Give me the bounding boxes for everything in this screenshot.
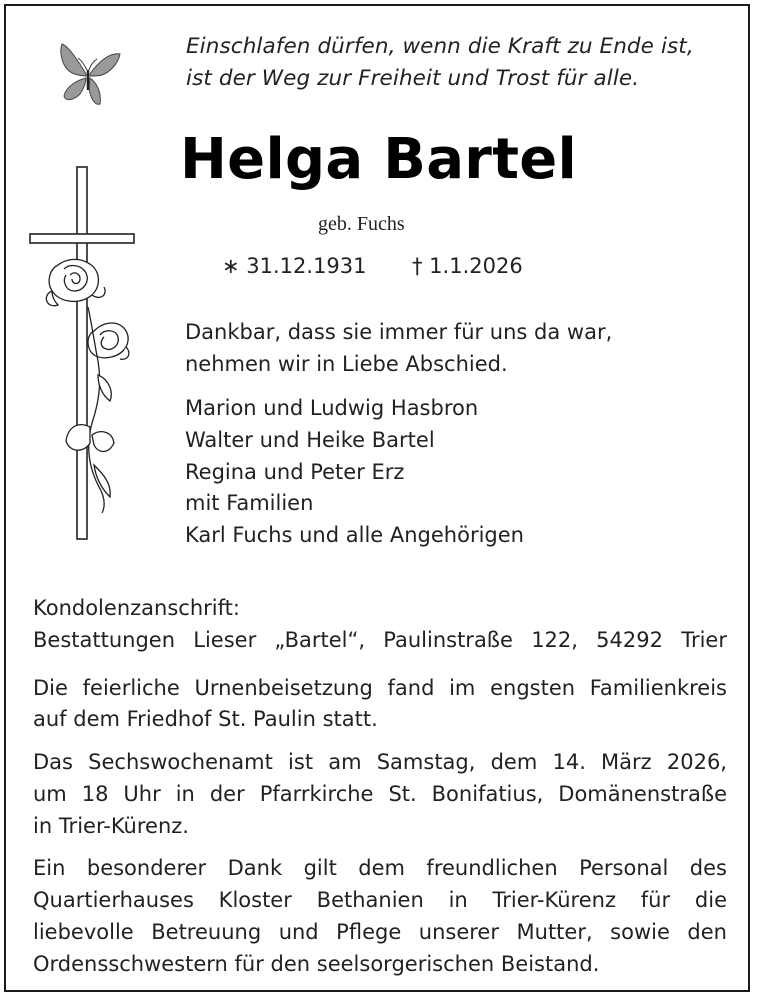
- mourner-line: Walter und Heike Bartel: [185, 428, 435, 452]
- burial-line: Die feierliche Urnenbeisetzung fand im engsten Familienkreis: [33, 676, 727, 700]
- mourner-line: mit Familien: [185, 491, 314, 515]
- gratitude-line: liebevolle Betreuung und Pflege unserer Mutter, sowie den: [33, 920, 727, 944]
- deceased-name: Helga Bartel: [180, 127, 578, 192]
- death-date: † 1.1.2026: [412, 254, 523, 278]
- birth-date: ∗ 31.12.1931: [222, 254, 367, 278]
- verse-line: Einschlafen dürfen, wenn die Kraft zu Ende ist,: [186, 34, 694, 59]
- cross-with-roses-icon: [28, 165, 138, 545]
- thanks-line: nehmen wir in Liebe Abschied.: [185, 352, 508, 376]
- verse-line: ist der Weg zur Freiheit und Trost für alle.: [186, 66, 640, 91]
- mourner-line: Regina und Peter Erz: [185, 460, 405, 484]
- mass-line: Das Sechswochenamt ist am Samstag, dem 14. März 2026,: [33, 750, 727, 774]
- mass-line: um 18 Uhr in der Pfarrkirche St. Bonifatius, Domänenstraße: [33, 782, 727, 806]
- birth-name: geb. Fuchs: [318, 213, 405, 235]
- mass-line: in Trier-Kürenz.: [33, 814, 189, 838]
- mourner-line: Marion und Ludwig Hasbron: [185, 396, 479, 420]
- mourner-line: Karl Fuchs und alle Angehörigen: [185, 523, 524, 547]
- gratitude-line: Ein besonderer Dank gilt dem freundlichen Personal des: [33, 856, 727, 880]
- condolence-address: Bestattungen Lieser „Bartel“, Paulinstraße 122, 54292 Trier: [33, 628, 727, 652]
- condolence-label: Kondolenzanschrift:: [33, 596, 240, 620]
- gratitude-line: Ordensschwestern für den seelsorgerischen Beistand.: [33, 952, 600, 976]
- burial-line: auf dem Friedhof St. Paulin statt.: [33, 707, 378, 731]
- butterfly-icon: [56, 40, 122, 112]
- gratitude-line: Quartierhauses Kloster Bethanien in Trier-Kürenz für die: [33, 888, 727, 912]
- thanks-line: Dankbar, dass sie immer für uns da war,: [185, 320, 613, 344]
